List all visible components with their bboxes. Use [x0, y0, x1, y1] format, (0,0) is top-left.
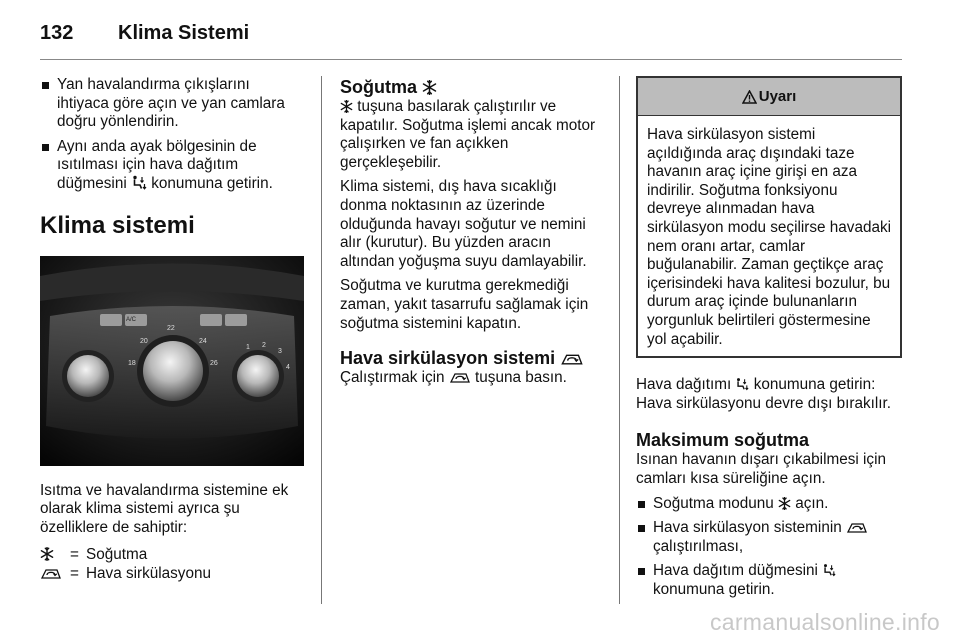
watermark: carmanualsonline.info [709, 609, 940, 635]
bullet-square-icon [42, 144, 49, 151]
recirculation-icon [846, 520, 868, 534]
bullet-square-icon [638, 501, 645, 508]
snowflake-icon [778, 497, 791, 510]
recirculation-icon [560, 351, 584, 366]
section-heading-sirkulasyon: Hava sirkülasyon sistemi [340, 347, 605, 369]
paragraph: tuşuna basılarak çalıştırılır ve kapatılır. Soğutma işlemi ancak motor çalışırken ve fan açıkken gerçekleşebilir. [340, 98, 596, 171]
warning-body: Hava sirkülasyon sistemi açıldığında araç dışındaki taze havanın araç içine girişi en aza indirilir. Soğutma fonksiyonu devreye alınmadan hava sirkülasyon modu seçilirse havadaki nem oranı artar, camlar buğulanabilir. Zaman geçtikçe araç içerisindeki hava kalitesi bozulur, bu durum araç içinde bulunanların yorgunluk belirtileri göstermesine yol açabilir. [647, 126, 892, 348]
column-3 [636, 76, 902, 605]
column-divider-2 [619, 76, 620, 604]
floor-vent-icon [131, 175, 147, 190]
column-1 [40, 76, 304, 583]
bullet-square-icon [638, 525, 645, 532]
recirculation-icon [449, 370, 471, 384]
paragraph: Klima sistemi, dış hava sıcaklığı donma noktasının az üzerinde olduğunda havayı soğutur ve nemini alır (kurutur). Bu yüzden aracın altından yoğuşma suyu damlayabilir. [340, 178, 587, 270]
climate-control-photo [40, 256, 304, 466]
paragraph: Soğutma ve kurutma gerekmediği zaman, yakıt tasarrufu sağlamak için soğutma sistemini kapatın. [340, 277, 589, 332]
list-item: Yan havalandırma çıkışlarını ihtiyaca göre açın ve yan camlara doğru yönlendirin. [40, 76, 304, 132]
photo-label: 4 [286, 363, 290, 371]
photo-label: 20 [140, 337, 148, 345]
list-item: Hava sirkülasyon sisteminin çalıştırılması, [636, 519, 902, 556]
definition-row: = Soğutma [40, 545, 304, 564]
paragraph: Çalıştırmak için tuşuna basın. [340, 369, 567, 387]
list-item: Hava dağıtım düğmesini konumuna getirin. [636, 562, 902, 599]
page-number: 132 [40, 21, 74, 44]
photo-label: 2 [262, 341, 266, 349]
photo-label: 3 [278, 347, 282, 355]
photo-label: 18 [128, 359, 136, 367]
paragraph: Hava dağıtımı konumuna getirin: Hava sirkülasyonu devre dışı bırakılır. [636, 376, 892, 412]
snowflake-icon [422, 80, 437, 95]
vent-face-icon [822, 563, 836, 577]
column-divider-1 [321, 76, 322, 604]
snowflake-icon [40, 547, 54, 561]
page-header [40, 18, 249, 48]
header-divider [40, 59, 902, 60]
warning-title: Uyarı [758, 88, 797, 105]
photo-label: 1 [246, 343, 250, 351]
bullet-square-icon [638, 568, 645, 575]
snowflake-icon [340, 100, 353, 113]
recirculation-icon [40, 566, 62, 580]
warning-triangle-icon [742, 90, 757, 104]
photo-label: 22 [167, 324, 175, 332]
definition-row: = Hava sirkülasyonu [40, 564, 304, 583]
warning-header [638, 78, 900, 116]
definition-list [40, 545, 304, 583]
vent-face-icon [735, 377, 749, 391]
paragraph: Isınan havanın dışarı çıkabilmesi için camları kısa süreliğine açın. [636, 451, 886, 487]
caption: Isıtma ve havalandırma sistemine ek olarak klima sistemi ayrıca şu özelliklere de sahiptir: [40, 481, 289, 536]
section-heading-sogutma: Soğutma [340, 76, 605, 98]
photo-label: 26 [210, 359, 218, 367]
bullet-list [636, 495, 902, 600]
section-heading-maksimum: Maksimum soğutma [636, 430, 810, 451]
bullet-square-icon [42, 82, 49, 89]
list-item: Aynı anda ayak bölgesinin de ısıtılması için hava dağıtım düğmesini konumuna getirin. [40, 138, 304, 194]
warning-box [636, 76, 902, 358]
photo-label: A/C [126, 316, 137, 323]
column-2 [340, 76, 605, 388]
photo-label: 24 [199, 337, 207, 345]
page-title: Klima Sistemi [118, 21, 250, 44]
list-item: Soğutma modunu açın. [636, 495, 902, 514]
section-heading-klima: Klima sistemi [40, 211, 195, 239]
